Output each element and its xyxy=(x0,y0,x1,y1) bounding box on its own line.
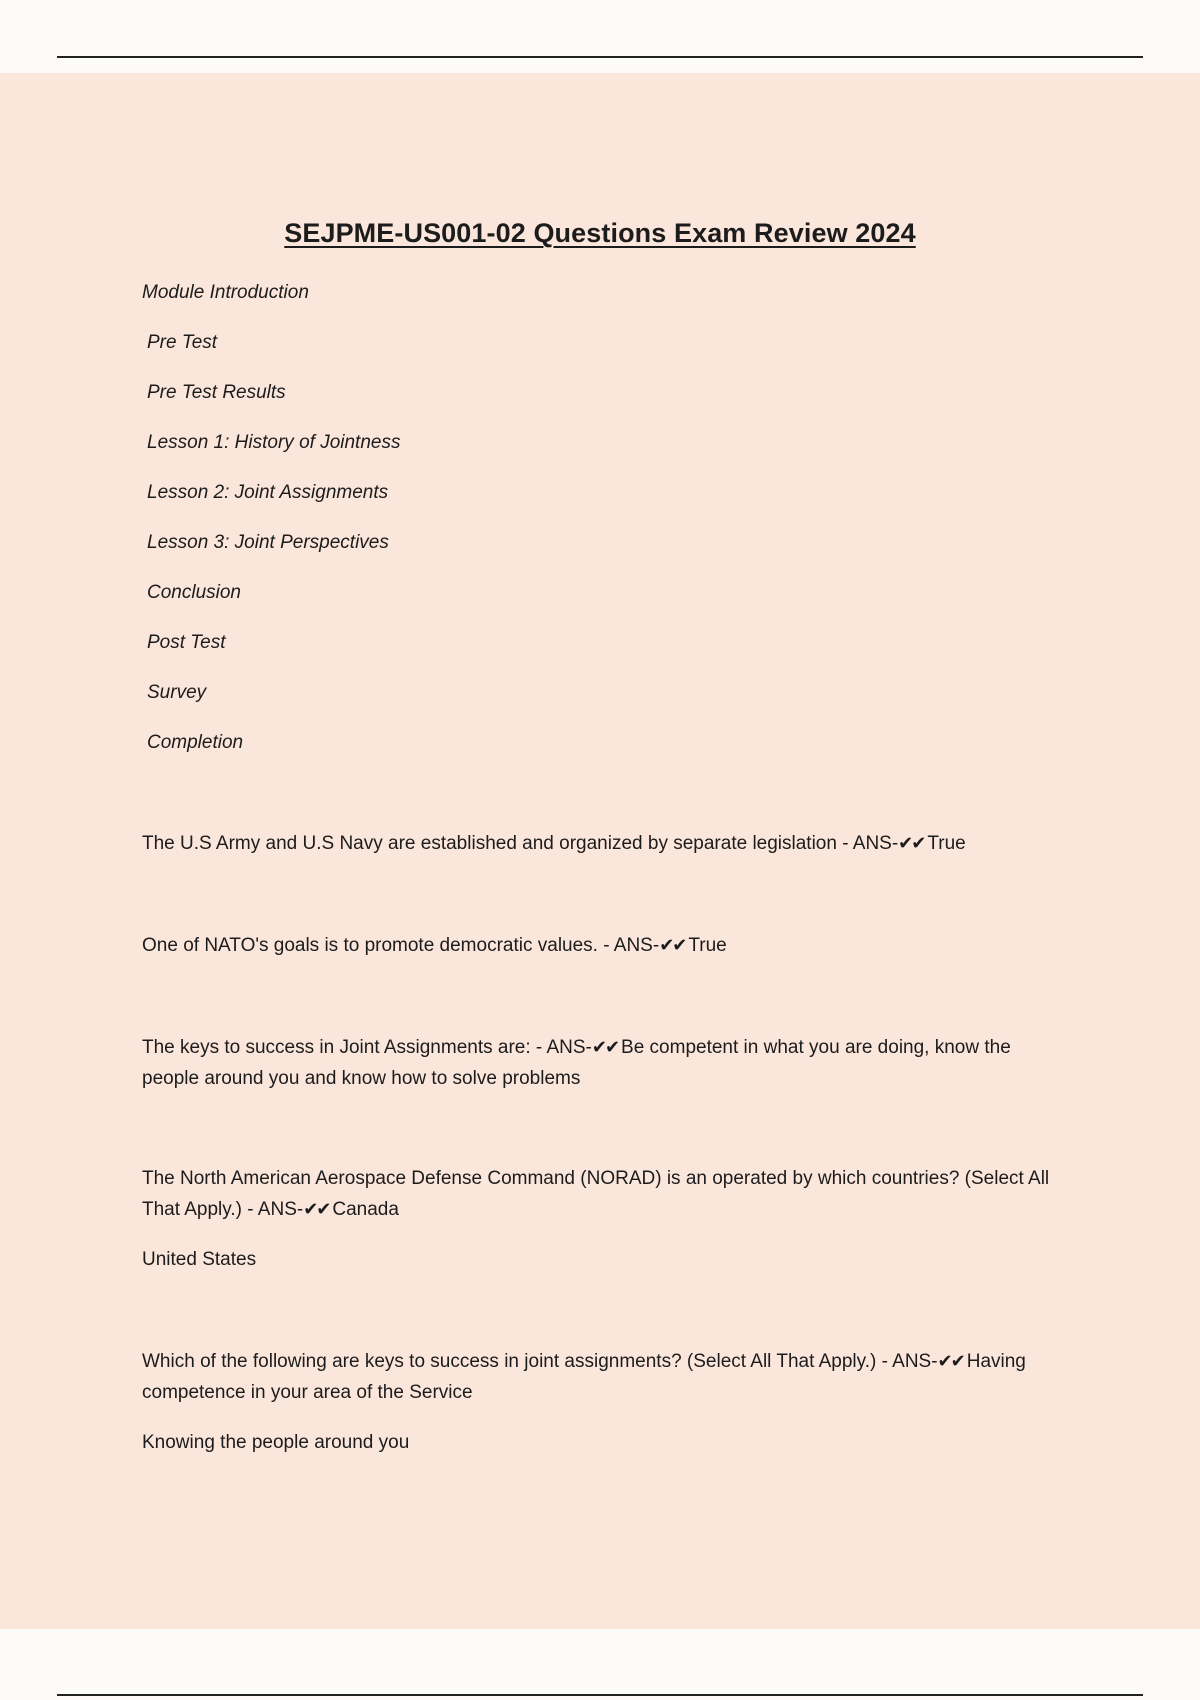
checkmark-icon: ✔✔ xyxy=(303,1199,330,1220)
outline-item: Survey xyxy=(147,682,207,703)
outline-item: Pre Test Results xyxy=(147,382,286,403)
answer-text: Be competent in what you are doing, know the people around you and know how to solve problems xyxy=(142,1037,1011,1089)
module-outline xyxy=(142,277,400,777)
checkmark-icon: ✔✔ xyxy=(591,1037,619,1058)
qa-question xyxy=(142,828,1062,859)
outline-item: Lesson 3: Joint Perspectives xyxy=(147,532,389,553)
checkmark-icon: ✔✔ xyxy=(898,833,925,854)
bottom-rule xyxy=(57,1694,1143,1696)
answer-text: True xyxy=(927,833,966,854)
question-text: Which of the following are keys to success in joint assignments? (Select All That Apply.) - ANS- xyxy=(142,1351,938,1372)
outline-item: Conclusion xyxy=(147,582,241,603)
answer-text: True xyxy=(688,935,727,956)
outline-item: Completion xyxy=(147,732,244,753)
outline-item: Lesson 1: History of Jointness xyxy=(147,432,401,453)
qa-question xyxy=(142,930,1062,961)
checkmark-icon: ✔✔ xyxy=(937,1351,964,1372)
qa-item xyxy=(142,828,1062,859)
qa-question xyxy=(142,1163,1062,1225)
question-text: One of NATO's goals is to promote democratic values. - ANS- xyxy=(142,935,660,956)
outline-item: Module Introduction xyxy=(142,282,309,303)
qa-item xyxy=(142,1163,1062,1275)
qa-question xyxy=(142,1032,1062,1094)
outline-item: Post Test xyxy=(147,632,226,653)
qa-extra-answer: Knowing the people around you xyxy=(142,1432,410,1453)
qa-question xyxy=(142,1346,1062,1408)
qa-item xyxy=(142,1032,1062,1094)
question-text: The keys to success in Joint Assignments are: - ANS- xyxy=(142,1037,592,1058)
outline-item: Pre Test xyxy=(147,332,218,353)
question-text: The U.S Army and U.S Navy are established and organized by separate legislation - ANS- xyxy=(142,833,899,854)
answer-text: Canada xyxy=(332,1199,399,1220)
answer-text: Having competence in your area of the Service xyxy=(142,1351,1026,1403)
qa-extra-answer: United States xyxy=(142,1249,257,1270)
outline-item: Lesson 2: Joint Assignments xyxy=(147,482,389,503)
checkmark-icon: ✔✔ xyxy=(659,935,686,956)
top-rule xyxy=(57,56,1143,58)
question-text: The North American Aerospace Defense Command (NORAD) is an operated by which countries? (Select All That Apply.) - ANS- xyxy=(142,1168,1050,1220)
qa-item xyxy=(142,1346,1062,1458)
document-title: SEJPME-US001-02 Questions Exam Review 2024 xyxy=(284,218,916,248)
qa-item xyxy=(142,930,1062,961)
